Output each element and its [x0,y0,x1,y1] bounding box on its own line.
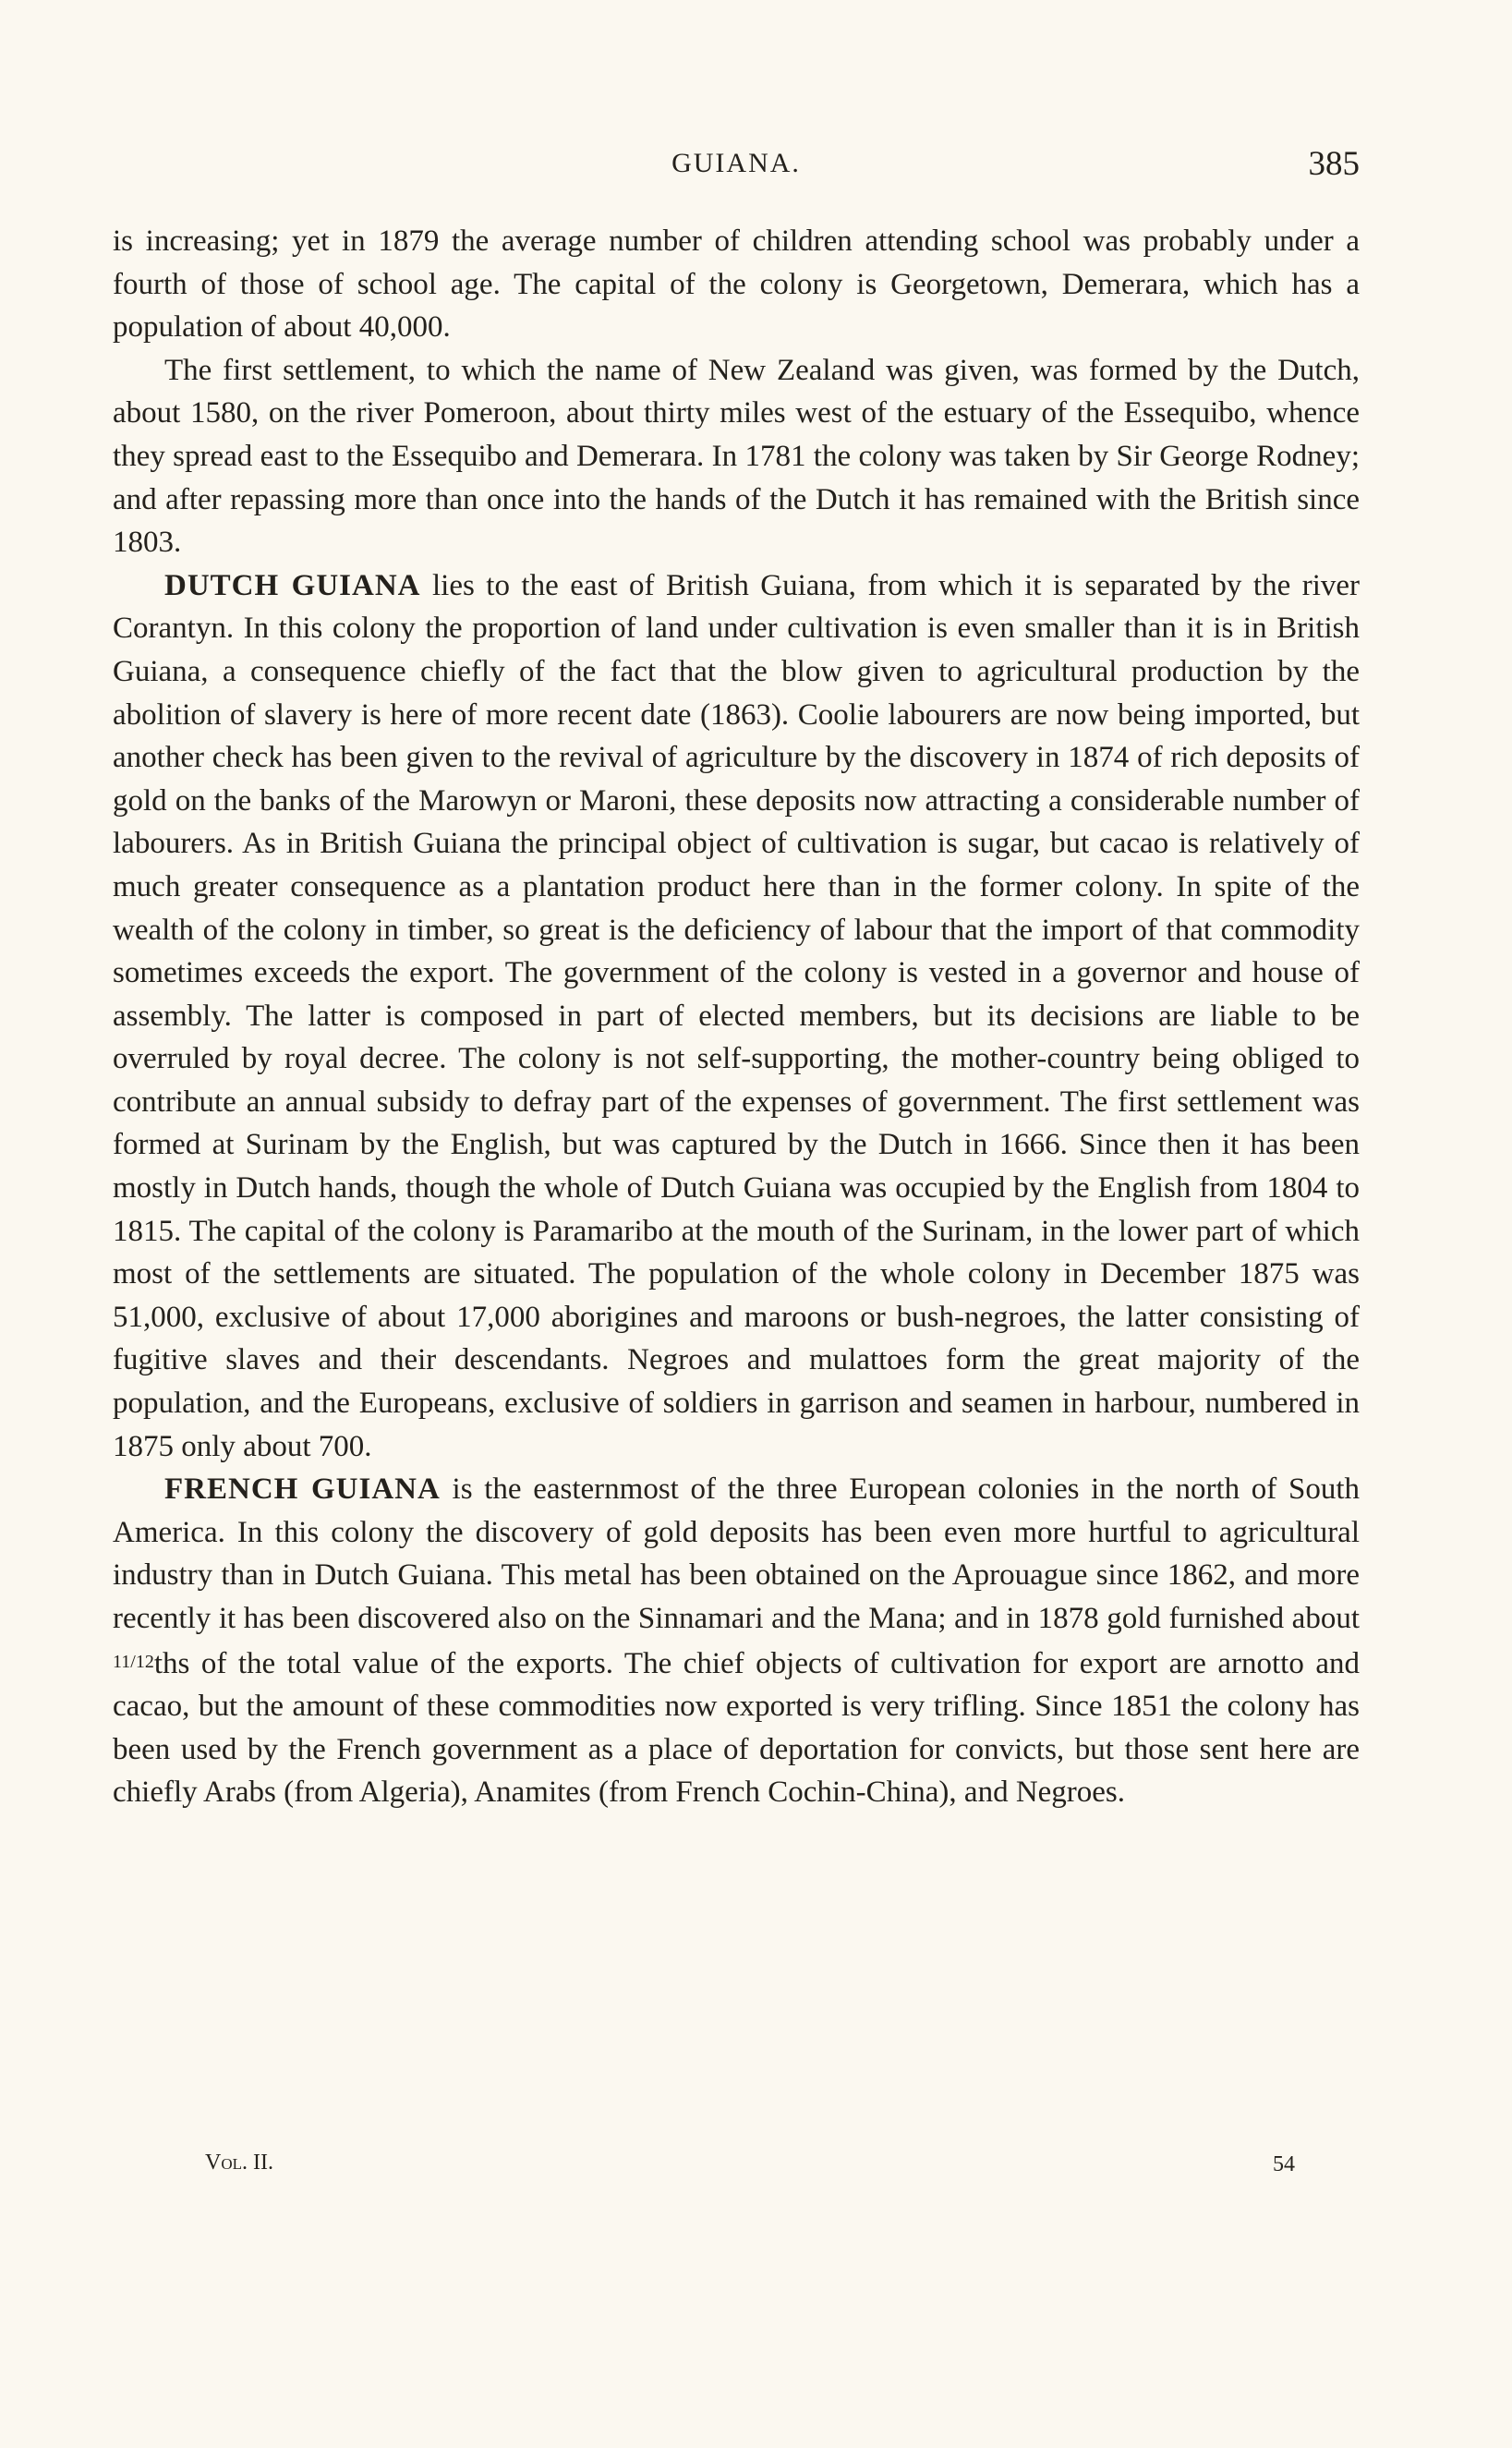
fraction: 11/12 [113,1651,154,1672]
paragraph-education [113,220,1360,349]
signature-mark: 54 [1273,2152,1295,2176]
running-title: GUIANA. [671,148,801,178]
body-text [113,220,1360,1814]
paragraph-dutch-guiana [113,564,1360,1468]
paragraph-first-settlement [113,349,1360,564]
paragraph-text-continued: ths of the total value of the exports. The chief objects of cultivation for export are arnotto and cacao, but the amount of these commodities now exported is very trifling. Since 1851 the colony has been used by the French government as a place of deportation for convicts, but those sent here are chiefly Arabs (from Algeria), Anamites (from French Cochin-China), and Negroes. [113,1646,1360,1810]
paragraph-text: is the easternmost of the three European colonies in the north of South America. In this colony the discovery of gold deposits has been even more hurtful to agricultural industry than in Dutch Guiana. This metal has been obtained on the Aprouague since 1862, and more recently it has been discovered also on the Sinnamari and the Mana; and in 1878 gold furnished about [113,1472,1360,1635]
volume-label: Vol. II. [205,2151,273,2175]
paragraph-text: lies to the east of British Guiana, from which it is separated by the river Corantyn. In this colony the proportion of land under cultivation is even smaller than it is in British Guiana, a consequence chiefly of the fact that the blow given to agricultural production by the abolition of slavery is here of more recent date (1863). Coolie labourers are now being imported, but another check has been given to the revival of agriculture by the discovery in 1874 of rich deposits of gold on the banks of the Marowyn or Maroni, these deposits now attracting a considerable number of labourers. As in British Guiana the principal object of cultivation is sugar, but cacao is relatively of much greater consequence as a plantation product here than in the former colony. In spite of the wealth of the colony in timber, so great is the deficiency of labour that the import of that commodity sometimes exceeds the export. The government of the colony is vested in a governor and house of assembly. The latter is composed in part of elected members, but its decisions are liable to be overruled by royal decree. The colony is not self-supporting, the mother-country being obliged to contribute an annual subsidy to defray part of the expenses of government. The first settlement was formed at Surinam by the English, but was captured by the Dutch in 1666. Since then it has been mostly in Dutch hands, though the whole of Dutch Guiana was occupied by the English from 1804 to 1815. The capital of the colony is Paramaribo at the mouth of the Surinam, in the lower part of which most of the settlements are situated. The population of the whole colony in December 1875 was 51,000, exclusive of about 17,000 aborigines and maroons or bush-negroes, the latter consisting of fugitive slaves and their descendants. Negroes and mulattoes form the great majority of the population, and the Europeans, exclusive of soldiers in garrison and seamen in harbour, numbered in 1875 only about 700. [113,568,1360,1463]
section-heading-french-guiana: FRENCH GUIANA [164,1472,441,1507]
paragraph-text: The first settlement, to which the name of New Zealand was given, was formed by the Dutch, about 1580, on the river Pomeroon, about thirty miles west of the estuary of the Essequibo, whence they spread east to the Essequibo and Demerara. In 1781 the colony was taken by Sir George Rodney; and after repassing more than once into the hands of the Dutch it has remained with the British since 1803. [113,353,1360,560]
paragraph-text: is increasing; yet in 1879 the average number of children attending school was probably under a fourth of those of school age. The capital of the colony is Georgetown, Demerara, which has a population of about 40,000. [113,224,1360,345]
page-number: 385 [1308,145,1360,183]
page-footer [113,2151,1360,2187]
page-header [113,145,1360,194]
section-heading-dutch-guiana: DUTCH GUIANA [164,568,421,602]
paragraph-french-guiana [113,1468,1360,1814]
